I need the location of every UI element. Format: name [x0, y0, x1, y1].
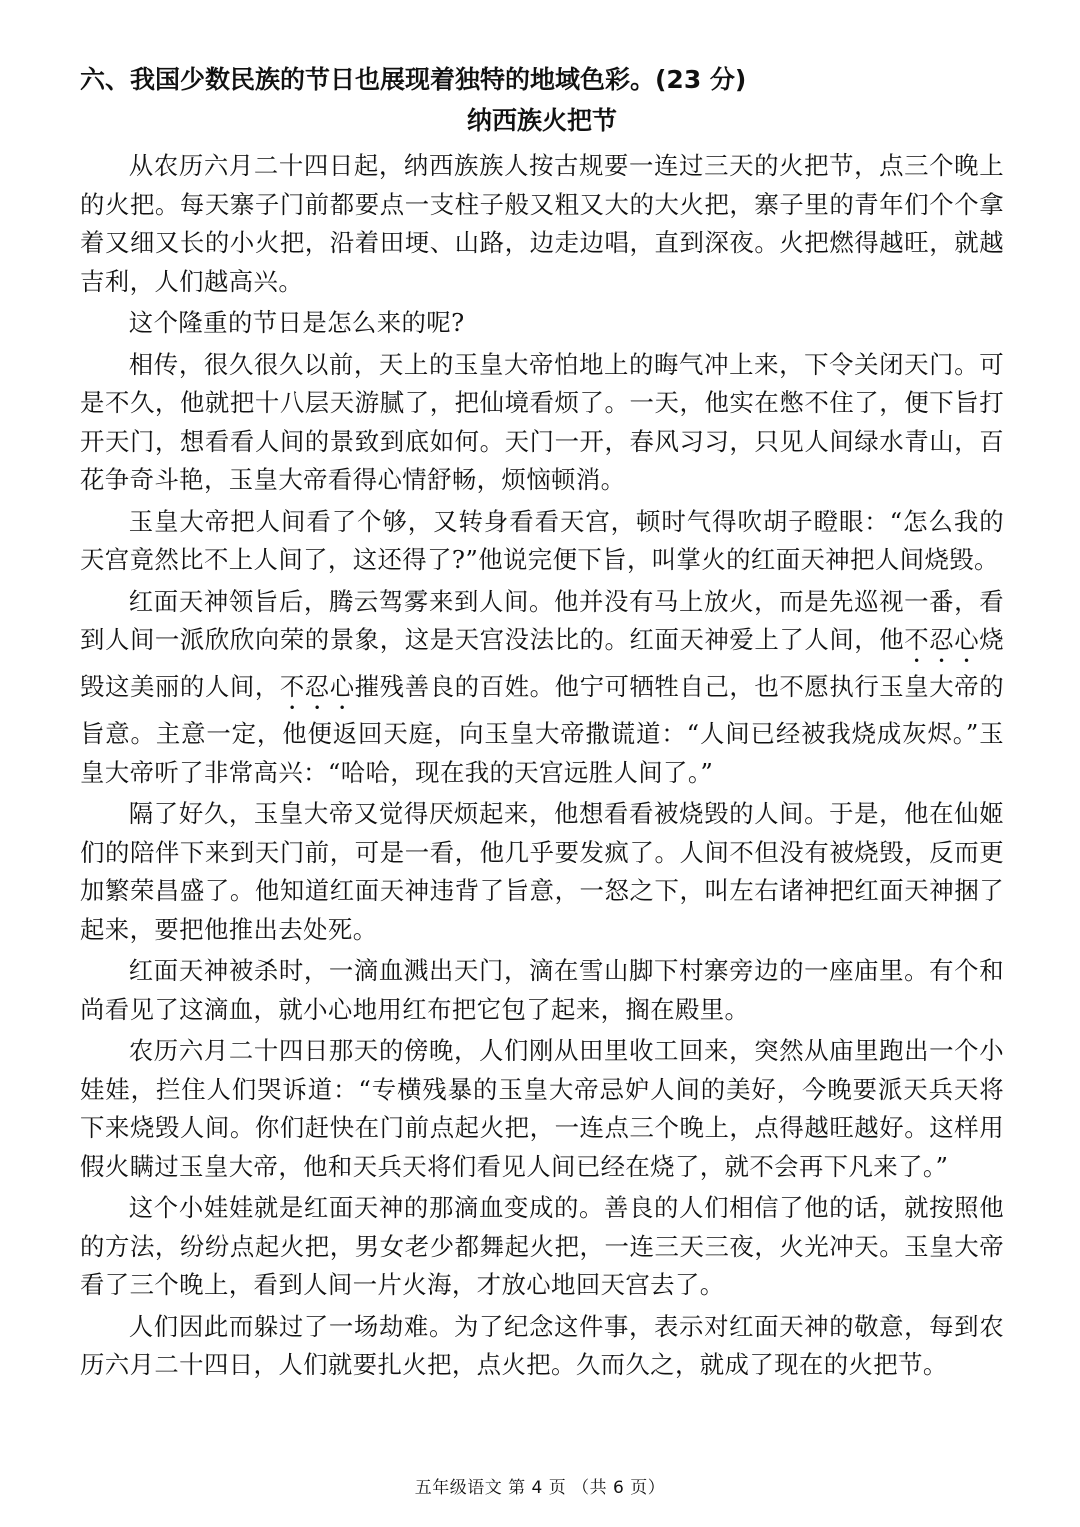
paragraph-text: 红面天神领旨后，腾云驾雾来到人间。他并没有马上放火，而是先巡视一番，看到人间一派欣欣向荣的景象，这是天宫没法比的。红面天神爱上了人间，他 — [80, 586, 1004, 654]
paragraph-with-emphasis — [80, 583, 1004, 793]
paragraph: 隔了好久，玉皇大帝又觉得厌烦起来，他想看看被烧毁的人间。于是，他在仙姬们的陪伴下来到天门前，可是一看，他几乎要发疯了。人间不但没有被烧毁，反而更加繁荣昌盛了。他知道红面天神违背了旨意，一怒之下，叫左右诸神把红面天神捆了起来，要把他推出去处死。 — [80, 799, 1004, 944]
paragraph: 这个小娃娃就是红面天神的那滴血变成的。善良的人们相信了他的话，就按照他的方法，纷纷点起火把，男女老少都舞起火把，一连三天三夜，火光冲天。玉皇大帝看了三个晚上，看到人间一片火海，才放心地回天宫去了。 — [80, 1193, 1004, 1299]
emphasized-phrase: 不忍心 — [904, 625, 980, 654]
paragraph: 玉皇大帝把人间看了个够，又转身看看天宫，顿时气得吹胡子瞪眼：“怎么我的天宫竟然比不上人间了，这还得了?”他说完便下旨，叫掌火的红面天神把人间烧毁。 — [80, 506, 1004, 574]
paragraph: 这个隆重的节日是怎么来的呢? — [128, 308, 465, 337]
paragraph-text: 摧残善良的百姓。他宁可牺牲自己，也不愿执行玉皇大帝的旨意。主意一定，他便返回天庭，向玉皇大帝撒谎道：“人间已经被我烧成灰烬。”玉皇大帝听了非常高兴：“哈哈，现在我的天宫远胜人间了。” — [80, 672, 1005, 787]
paragraph: 相传，很久很久以前，天上的玉皇大帝怕地上的晦气冲上来，下令关闭天门。可是不久，他就把十八层天游腻了，把仙境看烦了。一天，他实在憋不住了，便下旨打开天门，想看看人间的景致到底如何。天门一开，春风习习，只见人间绿水青山，百花争奇斗艳，玉皇大帝看得心情舒畅，烦恼顿消。 — [80, 349, 1004, 494]
paragraph: 红面天神被杀时，一滴血溅出天门，滴在雪山脚下村寨旁边的一座庙里。有个和尚看见了这滴血，就小心地用红布把它包了起来，搁在殿里。 — [80, 956, 1004, 1024]
paragraph: 从农历六月二十四日起，纳西族族人按古规要一连过三天的火把节，点三个晚上的火把。每天寨子门前都要点一支柱子般又粗又大的大火把，寨子里的青年们个个拿着又细又长的小火把，沿着田埂、山路，边走边唱，直到深夜。火把燃得越旺，就越吉利，人们越高兴。 — [80, 151, 1004, 296]
emphasized-phrase: 不忍心 — [279, 672, 355, 701]
page-footer: 五年级语文 第 4 页 （共 6 页） — [414, 1478, 666, 1498]
paragraph: 农历六月二十四日那天的傍晚，人们刚从田里收工回来，突然从庙里跑出一个小娃娃，拦住人们哭诉道：“专横残暴的玉皇大帝忌妒人间的美好，今晚要派天兵天将下来烧毁人间。你们赶快在门前点起火把，一连点三个晚上，点得越旺越好。这样用假火瞒过玉皇大帝，他和天兵天将们看见人间已经在烧了，就不会再下凡来了。” — [80, 1036, 1004, 1181]
paragraph-text: 烧毁这美丽的人间， — [80, 625, 1005, 701]
paragraph: 人们因此而躲过了一场劫难。为了纪念这件事，表示对红面天神的敬意，每到农历六月二十四日，人们就要扎火把，点火把。久而久之，就成了现在的火把节。 — [80, 1311, 1004, 1379]
section-heading: 六、我国少数民族的节日也展现着独特的地域色彩。(23 分) — [80, 65, 747, 94]
article-title: 纳西族火把节 — [466, 106, 617, 135]
